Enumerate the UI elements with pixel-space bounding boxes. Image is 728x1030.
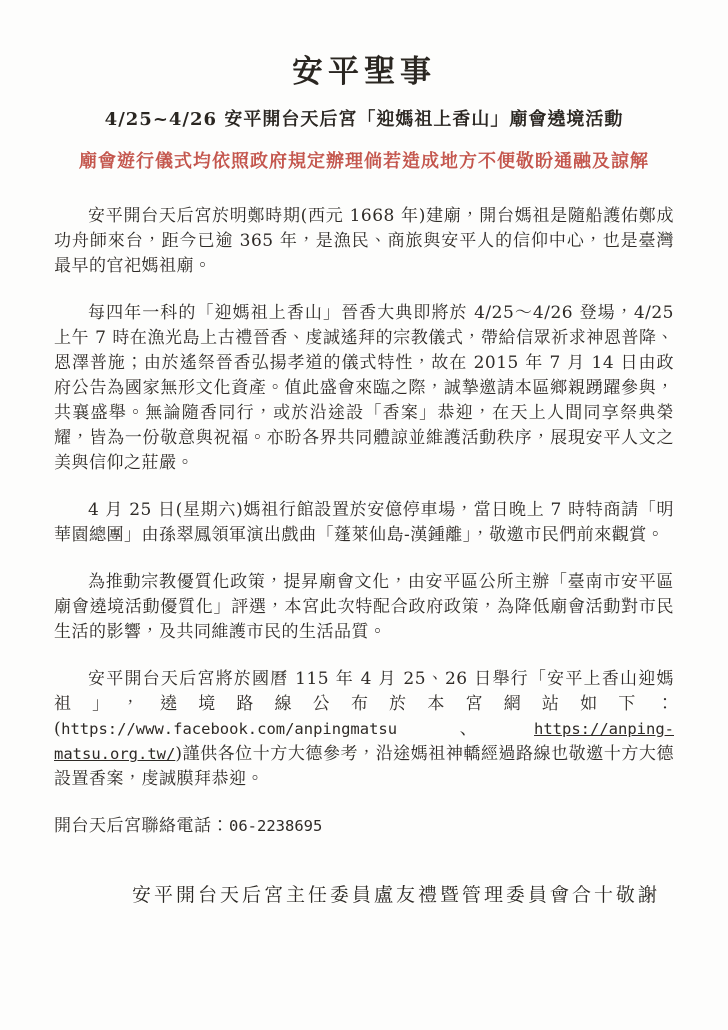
paragraph-performance: 4 月 25 日(星期六)媽祖行館設置於安億停車場，當日晚上 7 時特商請「明華園總團」由孫翠鳳領軍演出戲曲「蓬萊仙島-漢鍾離」，敬邀市民們前來觀賞。	[54, 500, 674, 545]
page-title: 安平聖事	[292, 54, 436, 90]
paragraph-policy: 為推動宗教優質化政策，提昇廟會文化，由安平區公所主辦「臺南市安平區廟會遶境活動優質化」評選，本宮此次特配合政府政策，為降低廟會活動對市民生活的影響，及共同維護市民的生活品質。	[54, 572, 674, 642]
facebook-url[interactable]: https://www.facebook.com/anpingmatsu	[61, 720, 398, 738]
paragraph-ceremony: 每四年一科的「迎媽祖上香山」晉香大典即將於 4/25～4/26 登場，4/25 上午 7 時在漁光島上古禮晉香、虔誠遙拜的宗教儀式，帶給信眾祈求神恩普降、恩澤普施；由於遙祭晉香弘揚孝道的儀式特性，故在 2015 年 7 月 14 日由政府公告為國家無形文化資產。值此盛會來臨之際，誠摯邀請本區鄉親踴躍參與，共襄盛舉。無論隨香同行，或於沿途設「香案」恭迎，在天上人間同享祭典榮耀，皆為一份敬意與祝福。亦盼各界共同體諒並維護活動秩序，展現安平人文之美與信仰之莊嚴。	[54, 303, 674, 473]
signature-line: 安平開台天后宮主任委員盧友禮暨管理委員會合十敬謝	[131, 884, 660, 906]
url-separator: 、	[397, 719, 535, 739]
contact-phone: 06-2238695	[229, 817, 323, 835]
event-subtitle: 4/25~4/26 安平開台天后宮「迎媽祖上香山」廟會遶境活動	[104, 109, 624, 130]
paragraph-routes	[54, 667, 674, 792]
routes-text-before: 安平開台天后宮將於國曆 115 年 4 月 25、26 日舉行「安平上香山迎媽祖」，遶境路線公布於本宮網站如下：(	[54, 669, 674, 739]
notice-banner: 廟會遊行儀式均依照政府規定辦理倘若造成地方不便敬盼通融及諒解	[79, 151, 649, 172]
document-body	[54, 204, 674, 839]
contact-label: 開台天后宮聯絡電話：	[54, 816, 229, 836]
paragraph-history: 安平開台天后宮於明鄭時期(西元 1668 年)建廟，開台媽祖是隨船護佑鄭成功舟師來台，距今已逾 365 年，是漁民、商旅與安平人的信仰中心，也是臺灣最早的官祀媽祖廟。	[54, 206, 674, 276]
temple-website-url[interactable]: https://anping-matsu.org.tw/	[54, 720, 674, 763]
contact-line	[54, 814, 674, 839]
routes-text-after: )謹供各位十方大德參考，沿途媽祖神轎經過路線也敬邀十方大德設置香案，虔誠膜拜恭迎。	[54, 744, 674, 789]
